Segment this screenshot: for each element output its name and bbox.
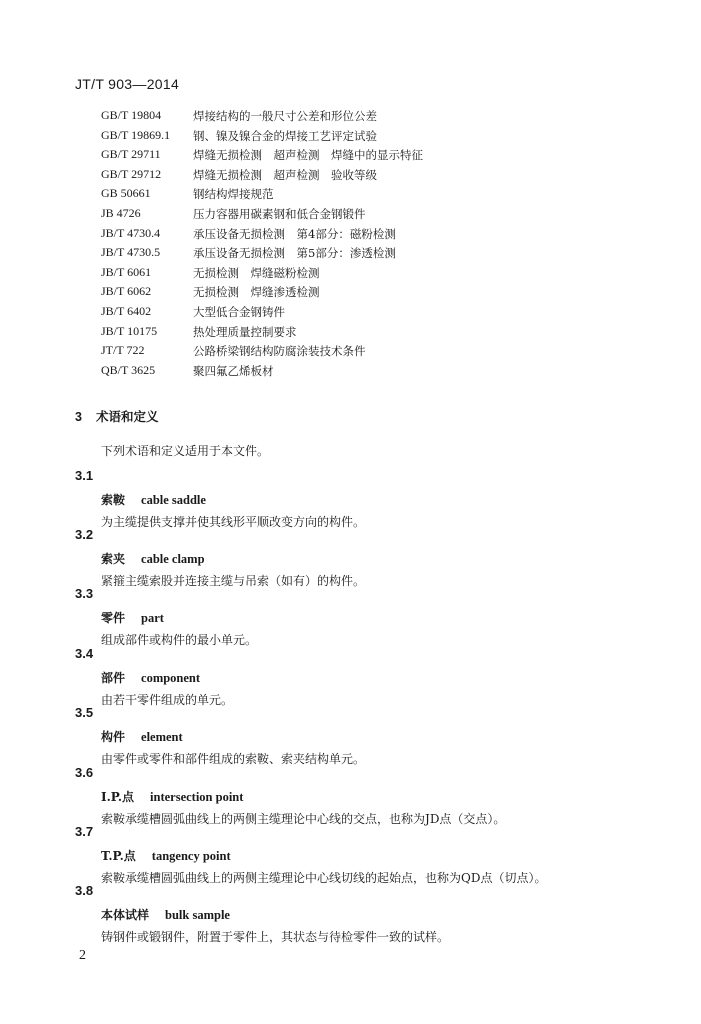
term-name <box>101 609 164 626</box>
term-definition: 索鞍承缆槽圆弧曲线上的两侧主缆理论中心线切线的起始点，也称为QD点（切点）。 <box>101 871 547 885</box>
reference-code: JB/T 6402 <box>101 303 152 318</box>
term-definition: 由零件或零件和部件组成的索鞍、索夹结构单元。 <box>101 752 366 766</box>
term-number: 3.3 <box>75 586 94 601</box>
reference-code: GB 50661 <box>101 186 151 201</box>
term-name-en: element <box>141 730 183 744</box>
term-name-en: cable saddle <box>141 493 206 507</box>
term-name <box>101 669 200 686</box>
term-definition: 索鞍承缆槽圆弧曲线上的两侧主缆理论中心线的交点，也称为JD点（交点）。 <box>101 812 506 826</box>
reference-code: GB/T 19804 <box>101 108 162 122</box>
term-name <box>101 491 206 508</box>
term-number: 3.6 <box>75 765 94 780</box>
reference-title: 无损检测 焊缝磁粉检测 <box>193 265 320 280</box>
reference-code: JT/T 722 <box>101 343 145 358</box>
section-heading <box>75 407 158 425</box>
term-name-en: component <box>141 671 201 685</box>
term-name-zh: 部件 <box>101 671 126 685</box>
reference-title: 聚四氟乙烯板材 <box>193 363 274 378</box>
term-definition: 紧箍主缆索股并连接主缆与吊索（如有）的构件。 <box>101 574 366 588</box>
term-definition: 组成部件或构件的最小单元。 <box>101 633 258 647</box>
reference-code: GB/T 29712 <box>101 166 162 181</box>
term-name-zh: 本体试样 <box>101 908 150 922</box>
reference-code: GB/T 29711 <box>101 147 161 162</box>
document-code-header: JT/T 903—2014 <box>75 76 180 92</box>
term-definition: 为主缆提供支撑并使其线形平顺改变方向的构件。 <box>101 515 366 529</box>
reference-code: JB/T 10175 <box>101 323 158 338</box>
reference-title: 公路桥梁钢结构防腐涂装技术条件 <box>193 344 366 359</box>
term-name-zh: 索夹 <box>101 552 126 566</box>
term-definition: 铸钢件或锻钢件，附置于零件上，其状态与待检零件一致的试样。 <box>101 930 450 944</box>
term-number: 3.1 <box>75 468 94 483</box>
page-number: 2 <box>79 948 86 963</box>
section-intro: 下列术语和定义适用于本文件。 <box>101 444 270 458</box>
reference-title: 钢、镍及镍合金的焊接工艺评定试验 <box>193 128 377 143</box>
reference-title: 热处理质量控制要求 <box>193 324 297 339</box>
reference-title: 焊接结构的一般尺寸公差和形位公差 <box>193 109 377 123</box>
term-name-zh: 零件 <box>101 611 126 625</box>
term-number: 3.8 <box>75 883 94 898</box>
term-name-zh: 构件 <box>101 730 126 744</box>
reference-title: 焊缝无损检测 超声检测 验收等级 <box>193 167 377 182</box>
reference-title: 承压设备无损检测 第5部分：渗透检测 <box>193 246 396 261</box>
term-name <box>101 906 230 923</box>
reference-title: 钢结构焊接规范 <box>193 187 274 202</box>
reference-title: 大型低合金钢铸件 <box>193 304 285 319</box>
reference-title: 无损检测 焊缝渗透检测 <box>193 285 320 300</box>
reference-title: 承压设备无损检测 第4部分：磁粉检测 <box>193 226 396 241</box>
term-number: 3.7 <box>75 824 94 839</box>
reference-title: 焊缝无损检测 超声检测 焊缝中的显示特征 <box>193 148 423 163</box>
term-name <box>101 728 183 745</box>
term-name <box>101 847 231 864</box>
term-name-en: bulk sample <box>165 908 230 922</box>
reference-code: JB/T 4730.4 <box>101 225 161 240</box>
section-title: 术语和定义 <box>95 409 159 424</box>
term-number: 3.5 <box>75 705 94 720</box>
reference-code: QB/T 3625 <box>101 362 156 377</box>
term-name-en: part <box>141 611 164 625</box>
term-name-en: tangency point <box>151 849 231 863</box>
term-name-zh: 索鞍 <box>101 493 126 507</box>
term-number: 3.4 <box>75 646 94 661</box>
term-name-zh: I.P.点 <box>101 790 135 804</box>
term-name <box>101 788 243 805</box>
reference-code: JB 4726 <box>101 205 141 220</box>
term-name-en: cable clamp <box>141 552 205 566</box>
reference-code: GB/T 19869.1 <box>101 127 171 142</box>
reference-code: JB/T 4730.5 <box>101 245 161 260</box>
reference-title: 压力容器用碳素钢和低合金钢锻件 <box>193 206 366 221</box>
term-name <box>101 550 205 567</box>
term-number: 3.2 <box>75 527 94 542</box>
term-name-en: intersection point <box>150 790 244 804</box>
term-name-zh: T.P.点 <box>101 849 136 863</box>
reference-code: JB/T 6062 <box>101 284 152 299</box>
section-number: 3 <box>75 410 82 424</box>
term-definition: 由若干零件组成的单元。 <box>101 693 234 707</box>
reference-code: JB/T 6061 <box>101 264 152 279</box>
